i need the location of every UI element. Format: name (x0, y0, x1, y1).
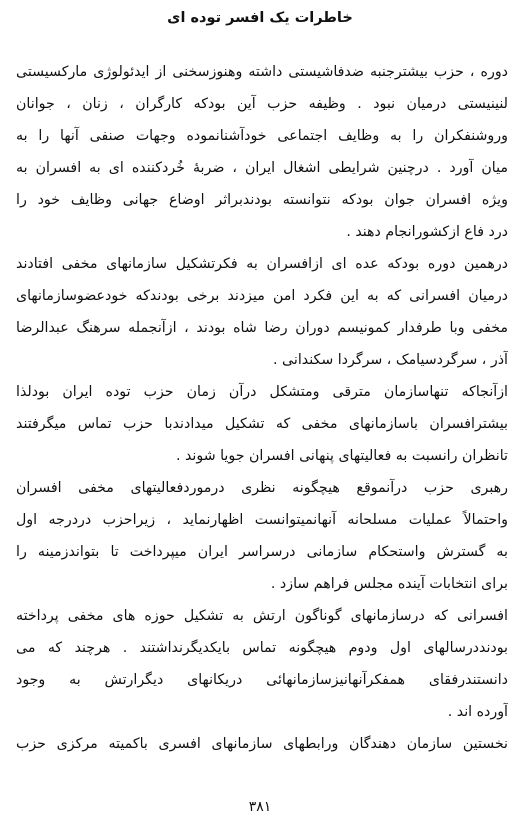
text-line: میان آورد . درچنین شرایطی اشغال ایران ، ضربهٔ خُردکننده ای به افسران به (16, 160, 508, 176)
text-line: بودنددرسالهای اول ودوم هیچگونه تماس بایکدیگرنداشتند . هرچند که می (16, 640, 508, 656)
text-line: دوره ، حزب بیشترجنبه ضدفاشیستی داشته وهنوزسخنی از ایدئولوژی مارکسیستی (16, 64, 508, 80)
text-line: افسرانی که درسازمانهای گوناگون ارتش به تشکیل حوزه های مخفی پرداخته (16, 608, 508, 624)
text-line: برای انتخابات آینده مجلس فراهم سازد . (270, 576, 508, 592)
text-line: آذر ، سرگردسیامک ، سرگردا سکندانی . (273, 352, 508, 368)
body-text (16, 56, 508, 760)
text-line: وروشنفکران را به وظایف اجتماعی خودآشنانموده وجهات صنفی آنها را به (16, 128, 508, 144)
text-line: تانظران رانسبت به فعالیتهای پنهانی افسران جویا شوند . (175, 448, 508, 464)
text-line: درهمین دوره بودکه عده ای ازافسران به فکرتشکیل سازمانهای مخفی افتادند (16, 256, 508, 272)
text-line: لنینیستی درمیان نبود . وظیفه حزب آین بودکه کارگران ، زنان ، جوانان (16, 96, 508, 112)
running-header: خاطرات یک افسر توده ای (167, 10, 353, 26)
text-line: رهبری حزب درآنموقع هیچگونه نظری درموردفعالیتهای مخفی افسران (16, 480, 508, 496)
page-number: ۳۸۱ (248, 799, 272, 815)
text-line: واحتمالاً عملیات مسلحانه آنهانمیتوانست اظهارنماید ، زیراحزب دردرجه اول (16, 512, 508, 528)
text-line: ویژه افسران جوان بودکه نتوانسته بودندبراثر اوضاع جهانی وظایف خود را (16, 192, 508, 208)
text-line: به گسترش واستحکام سازمانی درسراسر ایران میپرداخت تا بتواندزمینه را (16, 544, 508, 560)
text-line: مخفی وبا طرفدار کمونیسم دوران رضا شاه بودند ، ازآنجمله سرهنگ عبدالرضا (16, 320, 508, 336)
text-line: درمیان افسرانی که به این فکرد امن میزدند برخی بودندکه خودعضوسازمانهای (16, 288, 508, 304)
text-line: بیشترافسران باسازمانهای مخفی که تشکیل میدادندبا حزب تماس میگرفتند (16, 416, 508, 432)
text-line: دانستندرفقای همفکرآنهانیزسازمانهائی دریکانهای دیگرارتش به وجود (16, 672, 508, 688)
text-line: نخستین سازمان دهندگان ورابطهای سازمانهای افسری باکمیته مرکزی حزب (16, 736, 508, 752)
text-line: ازآنجاکه تنهاسازمان مترقی ومتشکل درآن زمان حزب توده ایران بودلذا (16, 384, 508, 400)
text-line: آورده اند . (447, 704, 508, 720)
text-line: درد فاع ازکشورانجام دهند . (346, 224, 508, 240)
